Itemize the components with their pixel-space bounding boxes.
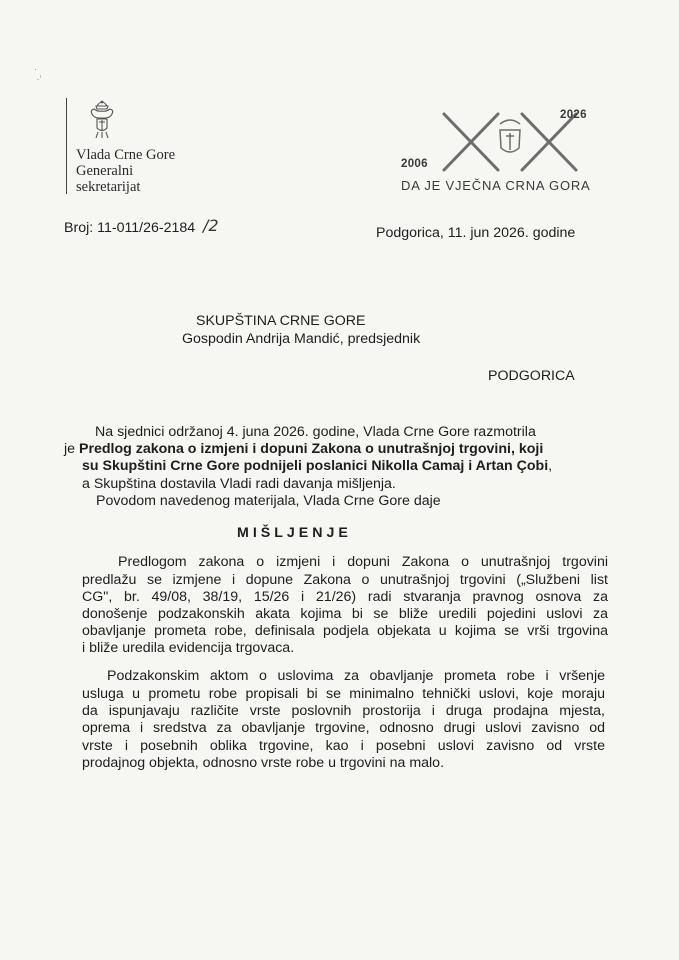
recipient-city: PODGORICA [488, 368, 575, 384]
issuer-line-3: sekretarijat [76, 179, 141, 195]
logo-year-left: 2006 [401, 158, 428, 170]
scan-specks: · ·’ [34, 64, 42, 84]
coat-of-arms-icon [88, 96, 116, 142]
intro-line-5: Povodom navedenog materijala, Vlada Crne Gore daje [96, 493, 441, 509]
place-date: Podgorica, 11. jun 2026. godine [376, 225, 576, 241]
paragraph2-line-6: prodajnog objekta, odnosno vrste robe u trgovini na malo. [82, 755, 445, 771]
paragraph1-line-6: i bliže uredila evidencija trgovaca. [82, 640, 295, 656]
opinion-title: MIŠLJENJE [237, 525, 352, 541]
intro-line-4: a Skupština dostavila Vladi radi davanja mišljenja. [82, 476, 396, 492]
bill-title-part-1: Predlog zakona o izmjeni i dopuni Zakona o unutrašnjoj trgovini, koji [78, 441, 544, 457]
intro-line-3-post: , [548, 458, 553, 474]
paragraph1-line-4: donošenje podzakonskih akata kojima bi se bliže uredili pojedini uslovi za [82, 606, 608, 622]
header-divider [66, 98, 67, 194]
paragraph1-line-3: CG", br. 49/08, 38/19, 15/26 i 21/26) radi stvaranja pravnog osnova za [82, 589, 608, 605]
intro-line-2 [64, 441, 543, 458]
issuer-line-2: Generalni [76, 163, 134, 179]
paragraph2-line-1: Podzakonskim aktom o uslovima za obavljanje prometa robe i vršenje [107, 668, 605, 684]
intro-line-1: Na sjednici održanoj 4. juna 2026. godine, Vlada Crne Gore razmotrila [95, 424, 536, 440]
paragraph1-line-1: Predlogom zakona o izmjeni i dopuni Zakona o unutrašnjoj trgovini [118, 554, 608, 570]
intro-line-2-pre: je [64, 441, 79, 457]
issuer-line-1: Vlada Crne Gore [76, 147, 176, 163]
paragraph2-line-5: vrste i posebnih oblika trgovine, kao i posebni uslovi zavisno od vrste [82, 738, 605, 754]
logo-motto: DA JE VJEČNA CRNA GORA [401, 178, 591, 193]
recipient-institution: SKUPŠTINA CRNE GORE [196, 313, 366, 329]
paragraph1-line-2: predlažu se izmjene i dopune Zakona o unutrašnjoj trgovini („Službeni list [82, 572, 608, 588]
intro-line-3 [82, 458, 552, 475]
reference-number: Broj: 11-011/26-2184 [64, 220, 196, 236]
paragraph2-line-3: da ispunjavaju različite vrste poslovnih prostorija i druga prodajna mjesta, [82, 703, 605, 719]
paragraph2-line-2: usluga u prometu robe propisali bi se minimalno tehnički uslovi, koje moraju [82, 686, 605, 702]
logo-year-right: 2026 [560, 109, 587, 121]
paragraph2-line-4: oprema i sredstva za obavljanje trgovine, odnosno drugi uslovi zavisno od [82, 720, 605, 736]
reference-handwritten-suffix: /2 [203, 216, 219, 235]
recipient-person: Gospodin Andrija Mandić, predsjednik [182, 331, 421, 347]
bill-title-part-2: su Skupštini Crne Gore podnijeli poslanici Nikolla Camaj i Artan Çobi [82, 458, 549, 474]
paragraph1-line-5: obavljanje prometa robe, definisala podjela objekata u kojima se vrši trgovina [82, 623, 608, 639]
